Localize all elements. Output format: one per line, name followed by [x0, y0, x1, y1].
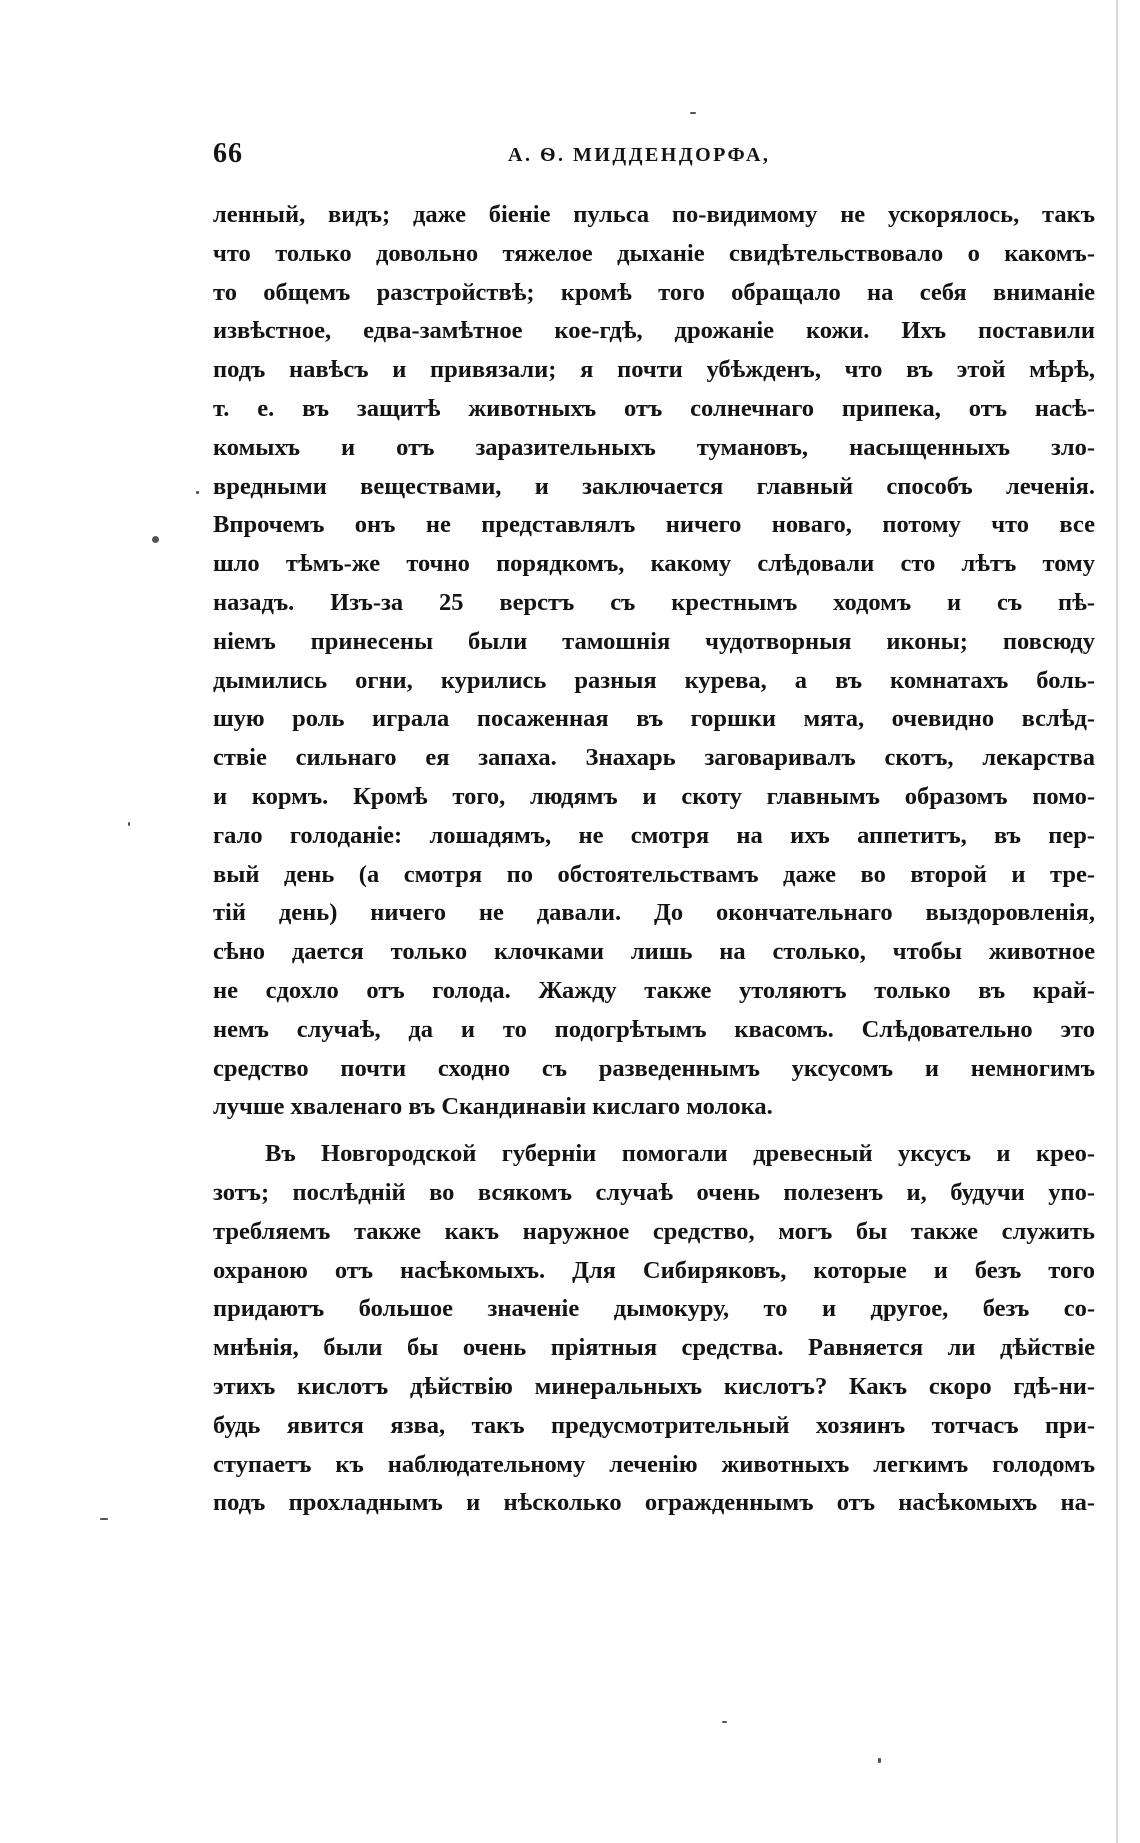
- paragraph-gap: [213, 1127, 1095, 1135]
- page-edge-line: [1116, 0, 1118, 1843]
- text-line: то общемъ разстройствѣ; кромѣ того обращало на себя вниманіе: [213, 278, 1095, 306]
- scan-speck: [690, 112, 696, 114]
- scan-speck: [722, 1721, 727, 1723]
- text-line: дымились огни, курились разныя курева, а въ комнатахъ боль-: [213, 666, 1095, 694]
- text-line: придаютъ большое значеніе дымокуру, то и другое, безъ со-: [213, 1295, 1095, 1323]
- text-line: т. е. въ защитѣ животныхъ отъ солнечнаго припека, отъ насѣ-: [213, 394, 1095, 422]
- text-line: ленный, видъ; даже біеніе пульса по-видимому не ускорялось, такъ: [213, 201, 1095, 228]
- running-head: А. Ѳ. МИДДЕНДОРФА,: [508, 144, 771, 166]
- scan-speck: [100, 1518, 108, 1520]
- text-line: сѣно дается только клочками лишь на столько, чтобы животное: [213, 938, 1095, 966]
- text-line: ступаетъ къ наблюдательному леченію животныхъ легкимъ голодомъ: [213, 1450, 1095, 1478]
- text-line: лучше хваленаго въ Скандинавіи кислаго молока.: [213, 1093, 773, 1121]
- text-line: этихъ кислотъ дѣйствію минеральныхъ кислотъ? Какъ скоро гдѣ-ни-: [213, 1372, 1095, 1400]
- text-line: Въ Новгородской губерніи помогали древесный уксусъ и креο-: [265, 1140, 1095, 1168]
- scan-speck: [878, 1758, 881, 1763]
- text-line: шую роль играла посаженная въ горшки мята, очевидно вслѣд-: [213, 705, 1095, 733]
- scan-speck: [196, 491, 199, 494]
- text-line: назадъ. Изъ-за 25 верстъ съ крестнымъ ходомъ и съ пѣ-: [213, 588, 1095, 616]
- text-line: охраною отъ насѣкомыхъ. Для Сибиряковъ, которые и безъ того: [213, 1256, 1095, 1284]
- text-line: зотъ; послѣдній во всякомъ случаѣ очень полезенъ и, будучи упо-: [213, 1178, 1095, 1206]
- text-line: требляемъ также какъ наружное средство, могъ бы также служить: [213, 1217, 1095, 1245]
- text-line: что только довольно тяжелое дыханіе свидѣтельствовало о какомъ-: [213, 239, 1095, 267]
- text-line: подъ прохладнымъ и нѣсколько огражденнымъ отъ насѣкомыхъ на-: [213, 1489, 1095, 1517]
- text-line: вредными веществами, и заключается главный способъ леченія.: [213, 472, 1095, 500]
- scan-speck: [128, 822, 130, 826]
- text-line: комыхъ и отъ заразительныхъ тумановъ, насыщенныхъ зло-: [213, 433, 1095, 461]
- text-line: тій день) ничего не давали. До окончательнаго выздоровленія,: [213, 899, 1095, 927]
- text-line: шло тѣмъ-же точно порядкомъ, какому слѣдовали сто лѣтъ тому: [213, 550, 1095, 578]
- text-line: будь явится язва, такъ предусмотрительный хозяинъ тотчасъ при-: [213, 1411, 1095, 1439]
- text-line: не сдохло отъ голода. Жажду также утоляютъ только въ край-: [213, 976, 1095, 1004]
- scan-speck: [152, 536, 159, 543]
- page-number: 66: [213, 138, 243, 169]
- text-line: ствіе сильнаго ея запаха. Знахарь заговаривалъ скотъ, лекарства: [213, 744, 1095, 772]
- text-line: подъ навѣсъ и привязали; я почти убѣжденъ, что въ этой мѣрѣ,: [213, 356, 1095, 384]
- text-line: средство почти сходно съ разведеннымъ уксусомъ и немногимъ: [213, 1054, 1095, 1082]
- text-line: немъ случаѣ, да и то подогрѣтымъ квасомъ. Слѣдовательно это: [213, 1015, 1095, 1043]
- text-line: и кормъ. Кромѣ того, людямъ и скоту главнымъ образомъ помо-: [213, 782, 1095, 810]
- text-line: мнѣнія, были бы очень пріятныя средства. Равняется ли дѣйствіе: [213, 1334, 1095, 1362]
- text-line: извѣстное, едва-замѣтное кое-гдѣ, дрожаніе кожи. Ихъ поставили: [213, 317, 1095, 345]
- text-line: Впрочемъ онъ не представлялъ ничего новаго, потому что все: [213, 511, 1095, 539]
- page-header: [213, 138, 813, 178]
- text-line: гало голоданіе: лошадямъ, не смотря на ихъ аппетитъ, въ пер-: [213, 821, 1095, 849]
- text-line: вый день (а смотря по обстоятельствамъ даже во второй и тре-: [213, 860, 1095, 888]
- text-line: ніемъ принесены были тамошнія чудотворныя иконы; повсюду: [213, 627, 1095, 655]
- body-text: [213, 196, 1095, 1523]
